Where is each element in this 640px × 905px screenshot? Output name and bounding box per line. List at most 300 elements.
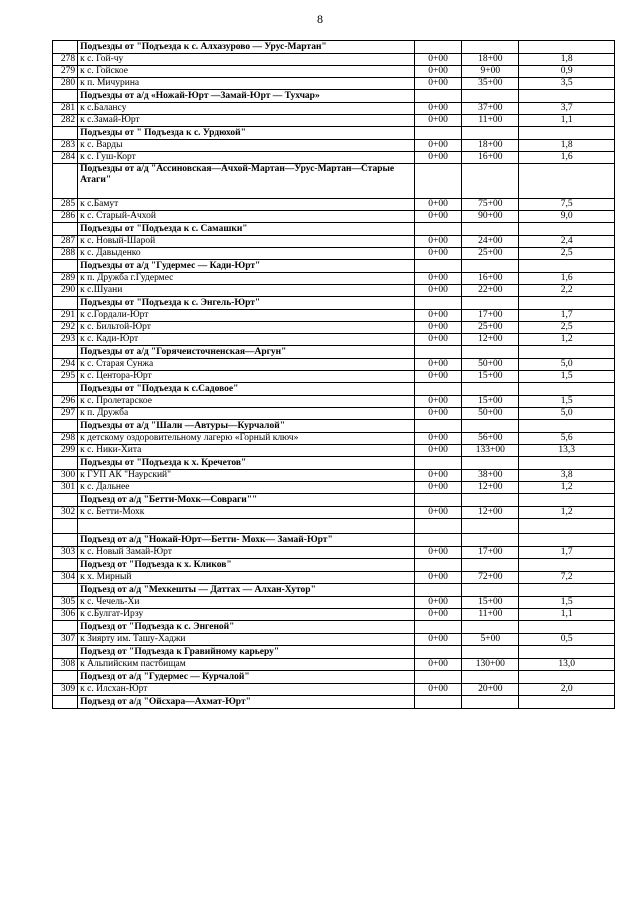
start-km: 0+00 — [414, 445, 461, 457]
end-cell — [462, 90, 519, 103]
end-km: 16+00 — [462, 152, 519, 164]
section-header-text: Подъезды от "Подъезда к с.Садовое" — [78, 383, 415, 396]
road-name: к детскому оздоровительному лагерю «Горный ключ» — [78, 433, 415, 445]
row-number-cell — [53, 260, 78, 273]
section-header-row — [53, 457, 615, 470]
length-km: 7,5 — [519, 199, 615, 211]
end-km: 15+00 — [462, 371, 519, 383]
start-km: 0+00 — [414, 408, 461, 420]
row-number-cell — [53, 383, 78, 396]
start-km: 0+00 — [414, 310, 461, 322]
length-km: 5,0 — [519, 408, 615, 420]
start-km: 0+00 — [414, 470, 461, 482]
length-cell — [519, 696, 615, 709]
row-number-cell — [53, 41, 78, 54]
table-row — [53, 115, 615, 127]
section-header-row — [53, 696, 615, 709]
end-km: 90+00 — [462, 211, 519, 223]
section-header-text: Подъезды от "Подъезда к с. Алхазурово — Урус-Мартан" — [78, 41, 415, 54]
row-number-cell — [53, 223, 78, 236]
table-row — [53, 659, 615, 671]
end-km: 17+00 — [462, 547, 519, 559]
start-km: 0+00 — [414, 482, 461, 494]
section-header-row — [53, 584, 615, 597]
section-header-row — [53, 621, 615, 634]
row-number-cell — [53, 164, 78, 199]
section-header-text: Подъезд от а/д "Ойсхара—Ахмат-Юрт" — [78, 696, 415, 709]
row-number-cell — [53, 519, 78, 534]
section-header-row — [53, 671, 615, 684]
end-km: 5+00 — [462, 634, 519, 646]
end-cell — [462, 559, 519, 572]
start-cell — [414, 519, 461, 534]
end-cell — [462, 420, 519, 433]
start-km: 0+00 — [414, 152, 461, 164]
start-cell — [414, 646, 461, 659]
section-header-text: Подъезды от "Подъезда к с. Энгель-Юрт" — [78, 297, 415, 310]
end-km: 37+00 — [462, 103, 519, 115]
row-number-cell — [53, 559, 78, 572]
start-km: 0+00 — [414, 547, 461, 559]
section-header-row — [53, 346, 615, 359]
table-row — [53, 371, 615, 383]
road-name: к с.Замай-Юрт — [78, 115, 415, 127]
end-cell — [462, 519, 519, 534]
section-header-row — [53, 297, 615, 310]
table-row — [53, 334, 615, 346]
section-header-text: Подъезды от " Подъезда к с. Урдюхой" — [78, 127, 415, 140]
end-km: 18+00 — [462, 140, 519, 152]
road-name: к с. Варды — [78, 140, 415, 152]
section-header-text: Подъезды от а/д "Горячеисточненская—Аргун" — [78, 346, 415, 359]
page-number: 8 — [317, 12, 323, 26]
length-km: 0,5 — [519, 634, 615, 646]
start-km: 0+00 — [414, 285, 461, 297]
row-number: 299 — [53, 445, 78, 457]
length-cell — [519, 223, 615, 236]
length-cell — [519, 494, 615, 507]
start-km: 0+00 — [414, 572, 461, 584]
start-km: 0+00 — [414, 609, 461, 621]
road-name: к х. Мирный — [78, 572, 415, 584]
section-header-text: Подъезды от а/д «Ножай-Юрт —Замай-Юрт — Тухчар» — [78, 90, 415, 103]
row-number-cell — [53, 534, 78, 547]
length-km: 1,7 — [519, 310, 615, 322]
road-name: к с. Илсхан-Юрт — [78, 684, 415, 696]
start-km: 0+00 — [414, 507, 461, 519]
length-km: 1,6 — [519, 273, 615, 285]
length-km: 1,8 — [519, 54, 615, 66]
start-cell — [414, 696, 461, 709]
length-km: 13,0 — [519, 659, 615, 671]
road-name: к с. Старый-Ачхой — [78, 211, 415, 223]
end-km: 24+00 — [462, 236, 519, 248]
length-km: 1,1 — [519, 115, 615, 127]
length-cell — [519, 297, 615, 310]
length-cell — [519, 519, 615, 534]
length-km: 1,5 — [519, 371, 615, 383]
road-name: к с. Гуш-Корт — [78, 152, 415, 164]
section-header-text: Подъезд от "Подъезда к Гравийному карьеру" — [78, 646, 415, 659]
length-km: 1,2 — [519, 334, 615, 346]
length-km: 13,3 — [519, 445, 615, 457]
end-cell — [462, 297, 519, 310]
road-name: к с.Баланcу — [78, 103, 415, 115]
table-row — [53, 310, 615, 322]
section-header-text: Подъезд от "Подъезда к с. Энгеной" — [78, 621, 415, 634]
row-number: 290 — [53, 285, 78, 297]
end-km: 22+00 — [462, 285, 519, 297]
row-number: 288 — [53, 248, 78, 260]
row-number: 281 — [53, 103, 78, 115]
length-cell — [519, 646, 615, 659]
start-cell — [414, 559, 461, 572]
length-km: 2,5 — [519, 322, 615, 334]
row-number: 285 — [53, 199, 78, 211]
road-name: к с. Гой-чу — [78, 54, 415, 66]
table-row — [53, 359, 615, 371]
row-number: 302 — [53, 507, 78, 519]
row-number: 294 — [53, 359, 78, 371]
row-number: 289 — [53, 273, 78, 285]
table-row — [53, 66, 615, 78]
road-name: к с. Кади-Юрт — [78, 334, 415, 346]
end-cell — [462, 646, 519, 659]
row-number: 303 — [53, 547, 78, 559]
section-header-row — [53, 260, 615, 273]
row-number-cell — [53, 646, 78, 659]
start-km: 0+00 — [414, 199, 461, 211]
row-number: 295 — [53, 371, 78, 383]
section-header-row — [53, 646, 615, 659]
row-number: 293 — [53, 334, 78, 346]
section-header-row — [53, 164, 615, 199]
road-name: к ГУП АК "Наурский" — [78, 470, 415, 482]
length-km: 5,0 — [519, 359, 615, 371]
section-header-text: Подъезд от а/д "Гудермес — Курчалой" — [78, 671, 415, 684]
section-header-text: Подъезд от а/д "Бетти-Мохк—Совраги"" — [78, 494, 415, 507]
start-cell — [414, 164, 461, 199]
end-km: 9+00 — [462, 66, 519, 78]
length-cell — [519, 383, 615, 396]
table-row — [53, 211, 615, 223]
end-km: 50+00 — [462, 408, 519, 420]
start-km: 0+00 — [414, 103, 461, 115]
end-km: 15+00 — [462, 597, 519, 609]
start-cell — [414, 41, 461, 54]
end-km: 18+00 — [462, 54, 519, 66]
start-cell — [414, 420, 461, 433]
length-km: 7,2 — [519, 572, 615, 584]
row-number: 297 — [53, 408, 78, 420]
table-row — [53, 609, 615, 621]
start-cell — [414, 457, 461, 470]
section-header-row — [53, 41, 615, 54]
start-km: 0+00 — [414, 334, 461, 346]
section-header-text: Подъезды от а/д "Ассиновская—Ачхой-Мартан—Урус-Мартан—Старые Атаги" — [78, 164, 415, 199]
end-cell — [462, 164, 519, 199]
road-name: к с. Дальнее — [78, 482, 415, 494]
table-row — [53, 54, 615, 66]
row-number-cell — [53, 584, 78, 597]
road-name: к с. Бильтой-Юрт — [78, 322, 415, 334]
end-cell — [462, 457, 519, 470]
table-row — [53, 684, 615, 696]
name-cell — [78, 519, 415, 534]
length-km: 1,6 — [519, 152, 615, 164]
start-km: 0+00 — [414, 248, 461, 260]
table-row — [53, 482, 615, 494]
length-km: 1,2 — [519, 507, 615, 519]
end-km: 133+00 — [462, 445, 519, 457]
road-name: к п. Дружба г.Гудермес — [78, 273, 415, 285]
start-km: 0+00 — [414, 597, 461, 609]
road-name: к с. Старая Сунжа — [78, 359, 415, 371]
start-km: 0+00 — [414, 140, 461, 152]
section-header-row — [53, 223, 615, 236]
table-row — [53, 445, 615, 457]
length-cell — [519, 420, 615, 433]
end-km: 17+00 — [462, 310, 519, 322]
start-cell — [414, 260, 461, 273]
road-name: к с. Гойское — [78, 66, 415, 78]
start-cell — [414, 584, 461, 597]
length-km: 2,4 — [519, 236, 615, 248]
end-km: 25+00 — [462, 322, 519, 334]
road-name: к с. Пролетарское — [78, 396, 415, 408]
end-km: 130+00 — [462, 659, 519, 671]
section-header-text: Подъезд от "Подъезда к х. Кликов" — [78, 559, 415, 572]
end-km: 12+00 — [462, 507, 519, 519]
end-km: 16+00 — [462, 273, 519, 285]
row-number-cell — [53, 494, 78, 507]
row-number: 308 — [53, 659, 78, 671]
section-header-text: Подъезды от "Подъезда к с. Самашки" — [78, 223, 415, 236]
section-header-row — [53, 534, 615, 547]
road-name: к с. Чечель-Хи — [78, 597, 415, 609]
start-cell — [414, 621, 461, 634]
length-km: 3,7 — [519, 103, 615, 115]
row-number: 298 — [53, 433, 78, 445]
row-number: 309 — [53, 684, 78, 696]
section-header-row — [53, 494, 615, 507]
section-header-text: Подъезды от а/д "Гудермес — Кади-Юрт" — [78, 260, 415, 273]
row-number-cell — [53, 90, 78, 103]
start-km: 0+00 — [414, 236, 461, 248]
row-number: 305 — [53, 597, 78, 609]
start-km: 0+00 — [414, 433, 461, 445]
road-name: к с. Новый-Шарой — [78, 236, 415, 248]
start-km: 0+00 — [414, 54, 461, 66]
end-cell — [462, 534, 519, 547]
section-header-row — [53, 420, 615, 433]
row-number: 292 — [53, 322, 78, 334]
length-km: 1,5 — [519, 396, 615, 408]
end-cell — [462, 127, 519, 140]
end-cell — [462, 41, 519, 54]
row-number: 280 — [53, 78, 78, 90]
start-km: 0+00 — [414, 322, 461, 334]
length-cell — [519, 41, 615, 54]
table-row — [53, 152, 615, 164]
end-km: 35+00 — [462, 78, 519, 90]
length-km: 3,5 — [519, 78, 615, 90]
road-name: к с. Центора-Юрт — [78, 371, 415, 383]
row-number-cell — [53, 696, 78, 709]
length-cell — [519, 90, 615, 103]
row-number: 307 — [53, 634, 78, 646]
row-number: 304 — [53, 572, 78, 584]
length-km: 1,8 — [519, 140, 615, 152]
table-row — [53, 273, 615, 285]
start-km: 0+00 — [414, 66, 461, 78]
row-number-cell — [53, 457, 78, 470]
end-km: 15+00 — [462, 396, 519, 408]
end-km: 56+00 — [462, 433, 519, 445]
row-number: 300 — [53, 470, 78, 482]
length-km: 5,6 — [519, 433, 615, 445]
end-cell — [462, 346, 519, 359]
road-name: к с.Шуани — [78, 285, 415, 297]
start-km: 0+00 — [414, 684, 461, 696]
length-cell — [519, 127, 615, 140]
start-km: 0+00 — [414, 634, 461, 646]
roads-table-body — [53, 41, 615, 709]
length-km: 2,0 — [519, 684, 615, 696]
length-cell — [519, 260, 615, 273]
row-number: 282 — [53, 115, 78, 127]
length-cell — [519, 559, 615, 572]
row-number-cell — [53, 671, 78, 684]
road-name: к п. Мичурина — [78, 78, 415, 90]
row-number: 301 — [53, 482, 78, 494]
road-name: к с.Бамут — [78, 199, 415, 211]
end-km: 50+00 — [462, 359, 519, 371]
table-row — [53, 470, 615, 482]
length-cell — [519, 457, 615, 470]
end-cell — [462, 671, 519, 684]
road-name: к п. Дружба — [78, 408, 415, 420]
length-cell — [519, 584, 615, 597]
end-cell — [462, 584, 519, 597]
row-number: 306 — [53, 609, 78, 621]
table-row — [53, 396, 615, 408]
end-km: 11+00 — [462, 609, 519, 621]
table-row — [53, 634, 615, 646]
start-cell — [414, 297, 461, 310]
end-cell — [462, 260, 519, 273]
end-km: 38+00 — [462, 470, 519, 482]
section-header-row — [53, 383, 615, 396]
start-km: 0+00 — [414, 396, 461, 408]
road-name: к Зиярту им. Ташу-Хаджи — [78, 634, 415, 646]
table-row — [53, 597, 615, 609]
start-km: 0+00 — [414, 659, 461, 671]
table-row — [53, 547, 615, 559]
table-row — [53, 285, 615, 297]
roads-table — [52, 40, 615, 709]
row-number: 278 — [53, 54, 78, 66]
length-km: 1,7 — [519, 547, 615, 559]
table-row — [53, 507, 615, 519]
start-cell — [414, 346, 461, 359]
section-header-row — [53, 559, 615, 572]
end-km: 75+00 — [462, 199, 519, 211]
start-km: 0+00 — [414, 211, 461, 223]
section-header-text: Подъезды от а/д "Шали —Автуры—Курчалой" — [78, 420, 415, 433]
start-km: 0+00 — [414, 359, 461, 371]
end-km: 12+00 — [462, 482, 519, 494]
start-cell — [414, 90, 461, 103]
start-km: 0+00 — [414, 371, 461, 383]
start-km: 0+00 — [414, 273, 461, 285]
length-km: 0,9 — [519, 66, 615, 78]
length-km: 2,2 — [519, 285, 615, 297]
table-row — [53, 572, 615, 584]
section-header-text: Подъезд от а/д "Мехкешты — Даттах — Алхан-Хутор" — [78, 584, 415, 597]
road-name: к с. Давыденко — [78, 248, 415, 260]
length-km: 3,8 — [519, 470, 615, 482]
end-cell — [462, 383, 519, 396]
row-number: 287 — [53, 236, 78, 248]
end-cell — [462, 223, 519, 236]
end-km: 11+00 — [462, 115, 519, 127]
row-number-cell — [53, 346, 78, 359]
length-cell — [519, 164, 615, 199]
table-row — [53, 433, 615, 445]
length-cell — [519, 671, 615, 684]
row-number-cell — [53, 297, 78, 310]
table-row — [53, 248, 615, 260]
end-cell — [462, 696, 519, 709]
road-name: к с. Бетти-Мохк — [78, 507, 415, 519]
start-cell — [414, 223, 461, 236]
end-cell — [462, 494, 519, 507]
table-row — [53, 236, 615, 248]
row-number-cell — [53, 621, 78, 634]
table-row — [53, 140, 615, 152]
end-km: 20+00 — [462, 684, 519, 696]
start-km: 0+00 — [414, 78, 461, 90]
section-header-row — [53, 90, 615, 103]
start-km: 0+00 — [414, 115, 461, 127]
row-number: 283 — [53, 140, 78, 152]
table-row — [53, 78, 615, 90]
row-number-cell — [53, 420, 78, 433]
length-cell — [519, 346, 615, 359]
start-cell — [414, 671, 461, 684]
end-km: 12+00 — [462, 334, 519, 346]
table-row — [53, 408, 615, 420]
road-name: к с. Новый Замай-Юрт — [78, 547, 415, 559]
road-name: к с. Ники-Хита — [78, 445, 415, 457]
end-km: 25+00 — [462, 248, 519, 260]
row-number: 291 — [53, 310, 78, 322]
road-name: к с.Гордали-Юрт — [78, 310, 415, 322]
blank-row — [53, 519, 615, 534]
start-cell — [414, 534, 461, 547]
road-name: к Альпийским пастбищам — [78, 659, 415, 671]
length-cell — [519, 534, 615, 547]
table-row — [53, 322, 615, 334]
end-km: 72+00 — [462, 572, 519, 584]
length-km: 1,5 — [519, 597, 615, 609]
length-cell — [519, 621, 615, 634]
start-cell — [414, 127, 461, 140]
end-cell — [462, 621, 519, 634]
length-km: 9,0 — [519, 211, 615, 223]
table-row — [53, 103, 615, 115]
